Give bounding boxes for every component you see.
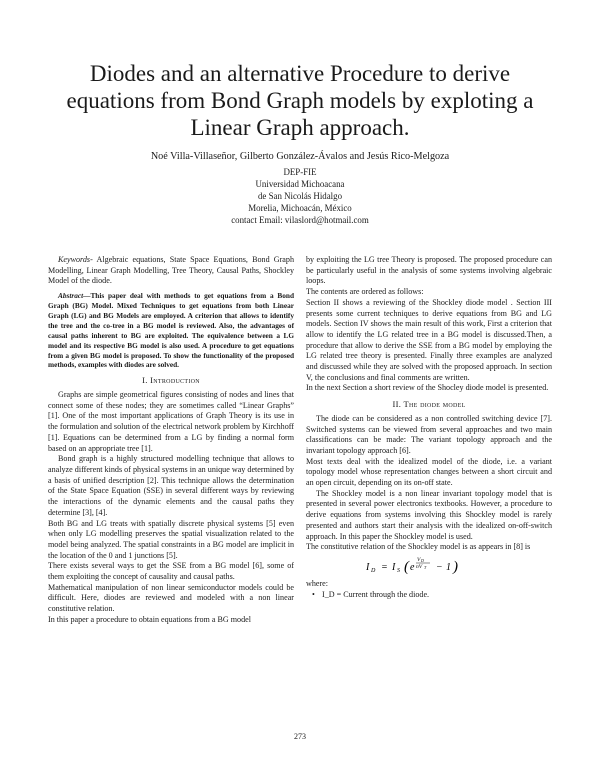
svg-text:S: S bbox=[397, 567, 400, 574]
paragraph: Section II shows a reviewing of the Shockley diode model . Section III presents some current techniques to derive equations from BG and LG models. Section IV shows the main result of this work, First a criterion that allow to identify the LG related tree in a BG model is discussed.Then, a procedure that allow to derive the SSE from a BG model by employing the LG related tree theory is presented. Finally three examples are analyzed and discussed while they are solved with the proposed approach. In section V, the conclusions and final comments are written. bbox=[306, 297, 552, 382]
svg-text:−: − bbox=[436, 561, 443, 573]
page-number: 273 bbox=[294, 732, 306, 741]
abstract-text: —This paper deal with methods to get equations from a Bond Graph (BG) Model. Mixed Techniques to get equations from both Linear Graph (LG) and BG Models are employed. A criterion that allows to identify the tree and the co-tree in a BG model is reviewed. Also, the advantages of causal paths inherent to BG are exploited. The equivalence between a LG model and its respective BG model is also used. A procedure to get equations from a given BG model is proposed. To show the functionality of the proposed methods, examples with diodes are solved. bbox=[48, 291, 294, 370]
affiliation-line: Universidad Michoacana bbox=[255, 178, 345, 189]
svg-text:1: 1 bbox=[446, 561, 451, 573]
affiliation-line: de San Nicolás Hidalgo bbox=[257, 190, 343, 201]
section-heading-diode-model: II. The diode model bbox=[392, 399, 466, 410]
paragraph: where: bbox=[306, 578, 329, 588]
svg-text:I: I bbox=[392, 561, 396, 573]
affiliation-line: DEP-FIE bbox=[283, 167, 317, 177]
abstract-label: Abstract bbox=[58, 291, 84, 301]
keywords bbox=[48, 255, 294, 287]
bullet-text: I_D = Current through the diode. bbox=[322, 589, 430, 599]
paragraph: The Shockley model is a non linear invariant topology model that is presented in several power electronics textbooks. However, a procedure to derive equations from systems involving this Shockley model is rarely presented and authors start their analysis with the idealized on-off-switch approach. In this paper the Shockley model is used. bbox=[306, 488, 552, 541]
paragraph: Both BG and LG treats with spatially discrete physical systems [5] even when only LG modelling preserves the spatial visualization related to the model being analyzed. The spatial constraints in a BG model are implicit in the location of the 0 and 1 junctions [5]. bbox=[48, 518, 294, 560]
paragraph: Bond graph is a highly structured modelling technique that allows to analyze different kinds of physical systems in an unique way determined by a basis of unified description [2]. This technique allows the determination of the State Space Equation (SSE) in several different ways by reviewing the interactions of the dynamic elements and the causal paths they determine [3], [4]. bbox=[48, 454, 294, 517]
paragraph: The constitutive relation of the Shockley model is as appears in [8] is bbox=[306, 542, 531, 552]
svg-text:V: V bbox=[417, 556, 421, 563]
equation-graphic bbox=[364, 555, 494, 575]
paragraph: In the next Section a short review of the Shocley diode model is presented. bbox=[306, 383, 549, 393]
contact-email: contact Email: vilaslord@hotmail.com bbox=[231, 214, 369, 225]
svg-text:D: D bbox=[371, 567, 376, 574]
svg-text:nV: nV bbox=[416, 563, 423, 570]
svg-text:D: D bbox=[421, 557, 424, 563]
list-item bbox=[306, 590, 552, 601]
title-line-3: Linear Graph approach. bbox=[190, 115, 410, 140]
paper-title bbox=[40, 60, 560, 141]
section-heading-introduction: I. Introduction bbox=[142, 375, 200, 386]
paragraph: The diode can be considered as a non controlled switching device [7]. Switched systems can be viewed from several approaches and two main classifications can be made: The variant topology approach and the invariant topology approach [6]. bbox=[306, 413, 552, 455]
title-line-2: equations from Bond Graph models by exploting a bbox=[66, 88, 534, 113]
paragraph: Graphs are simple geometrical figures consisting of nodes and lines that connect some of these nodes; they are sometimes called “Linear Graphs” [1]. One of the most important applications of Graph Theory is its use in the formulation and solution of the electrical network problem by Kirchhoff [1]. Equations can be determined from a LG by finding a normal form based on an appropriate tree [1]. bbox=[48, 390, 294, 453]
paragraph: The contents are ordered as follows: bbox=[306, 287, 424, 297]
svg-text:T: T bbox=[424, 564, 427, 570]
paragraph: Mathematical manipulation of non linear semiconductor models could be difficult. Here, diodes are reviewed and modeled with a non linear constitutive relation. bbox=[48, 582, 294, 614]
paragraph: In this paper a procedure to obtain equations from a BG model bbox=[48, 614, 251, 624]
left-column bbox=[48, 255, 294, 626]
svg-text:I: I bbox=[366, 561, 370, 573]
paragraph: by exploiting the LG tree Theory is proposed. The proposed procedure can be particularly useful in the analysis of some systems involving algebraic loops. bbox=[306, 255, 552, 286]
right-column bbox=[306, 255, 552, 600]
paragraph: Most texts deal with the idealized model of the diode, i.e. a variant topology model whose representation changes between a short circuit and an open circuit, depending on its on-off state. bbox=[306, 456, 552, 488]
affiliation-line: Morelia, Michoacán, México bbox=[248, 202, 352, 213]
shockley-equation bbox=[306, 555, 552, 573]
svg-text:(: ( bbox=[404, 558, 409, 575]
author-list: Noé Villa-Villaseñor, Gilberto González-Ávalos and Jesús Rico-Melgoza bbox=[150, 151, 450, 162]
title-line-1: Diodes and an alternative Procedure to derive bbox=[89, 61, 511, 86]
svg-text:): ) bbox=[453, 558, 458, 575]
paragraph: There exists several ways to get the SSE from a BG model [6], some of them exploiting the concept of causality and causal paths. bbox=[48, 561, 294, 582]
affiliation-block bbox=[150, 167, 450, 227]
keywords-text: Algebraic equations, State Space Equations, Bond Graph Modelling, Linear Graph Modelling, Tree Theory, Causal Paths, Shockley Model of the diode. bbox=[48, 255, 294, 286]
abstract bbox=[48, 291, 294, 370]
keywords-label: Keywords- bbox=[58, 255, 93, 264]
svg-text:e: e bbox=[410, 561, 415, 573]
svg-text:=: = bbox=[381, 561, 388, 573]
